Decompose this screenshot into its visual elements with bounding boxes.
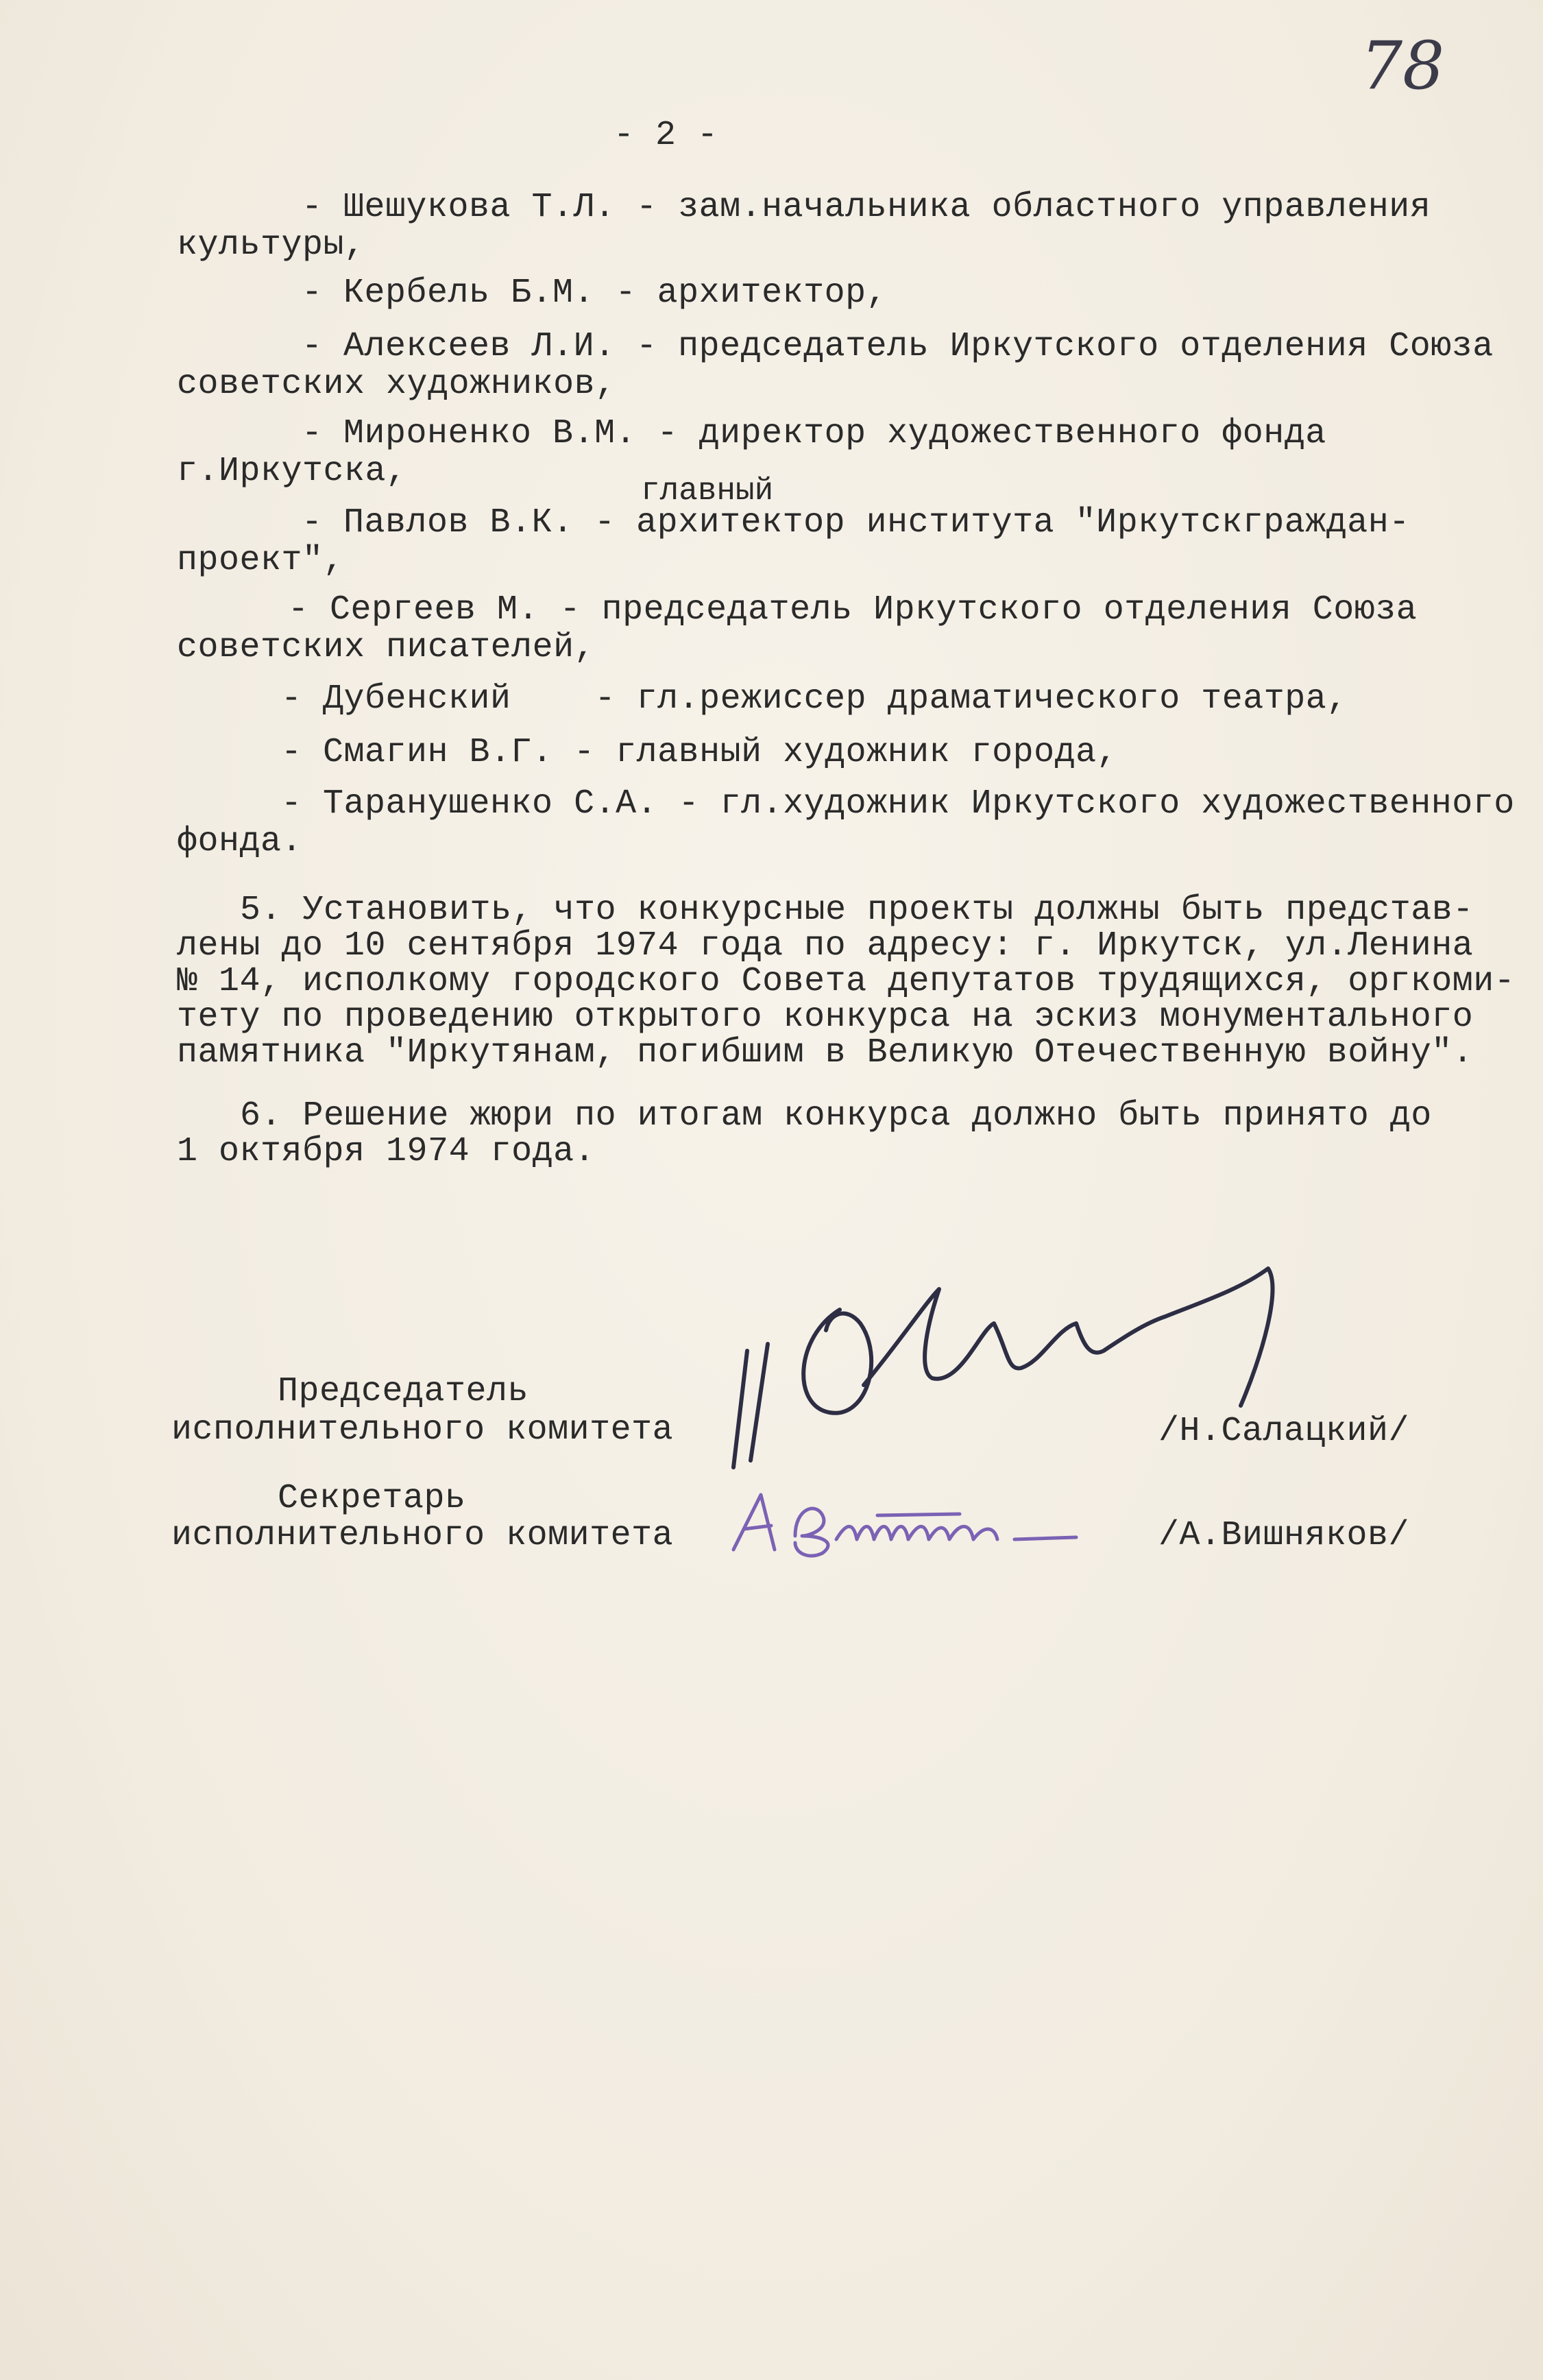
chair-title-2: исполнительного комитета [171, 1410, 674, 1450]
member-9-line-1: - Таранушенко С.А. - гл.художник Иркутского художественного [281, 784, 1515, 824]
member-5-insertion: главный [641, 473, 774, 509]
member-8-line-1: - Смагин В.Г. - главный художник города, [281, 733, 1118, 772]
member-1-line-1: - Шешукова Т.Л. - зам.начальника областного управления [302, 188, 1431, 227]
chair-name: /Н.Салацкий/ [1158, 1412, 1410, 1451]
clause-5-line-3: № 14, исполкому городского Совета депутатов трудящихся, оргкоми- [177, 962, 1516, 1001]
member-4-line-1: - Мироненко В.М. - директор художественного фонда [302, 414, 1326, 453]
member-3-line-2: советских художников, [177, 365, 616, 404]
clause-5-line-5: памятника "Иркутянам, погибшим в Великую Отечественную войну". [177, 1033, 1474, 1072]
secretary-title-1: Секретарь [278, 1479, 466, 1518]
clause-5-line-2: лены до 10 сентября 1974 года по адресу: г. Иркутск, ул.Ленина [177, 926, 1474, 965]
secretary-title-2: исполнительного комитета [171, 1516, 674, 1555]
member-5-line-1: - Павлов В.К. - архитектор института "Иркутскграждан- [302, 503, 1410, 542]
secretary-name: /А.Вишняков/ [1158, 1516, 1410, 1555]
member-4-line-2: г.Иркутска, [177, 452, 407, 491]
member-9-line-2: фонда. [177, 822, 303, 861]
chair-title-1: Председатель [278, 1372, 529, 1411]
member-3-line-1: - Алексеев Л.И. - председатель Иркутского отделения Союза [302, 327, 1494, 366]
clause-5-line-4: тету по проведению открытого конкурса на эскиз монументального [177, 998, 1474, 1037]
member-6-line-1: - Сергеев М. - председатель Иркутского отделения Союза [288, 590, 1418, 629]
clause-6-line-2: 1 октября 1974 года. [177, 1132, 596, 1171]
member-1-line-2: культуры, [177, 226, 365, 265]
chair-signature [720, 1248, 1350, 1481]
member-5-line-2: проект", [177, 541, 345, 580]
secretary-signature [720, 1474, 1131, 1570]
clause-6-line-1: 6. Решение жюри по итогам конкурса должно быть принято до [240, 1096, 1432, 1135]
page-number: - 2 - [613, 116, 718, 155]
member-6-line-2: советских писателей, [177, 628, 596, 667]
clause-5-line-1: 5. Установить, что конкурсные проекты должны быть представ- [240, 891, 1474, 930]
member-7-line-1: - Дубенский - гл.режиссер драматического театра, [281, 680, 1348, 719]
member-2-line-1: - Кербель Б.М. - архитектор, [302, 274, 888, 313]
folio-number: 78 [1361, 27, 1445, 104]
